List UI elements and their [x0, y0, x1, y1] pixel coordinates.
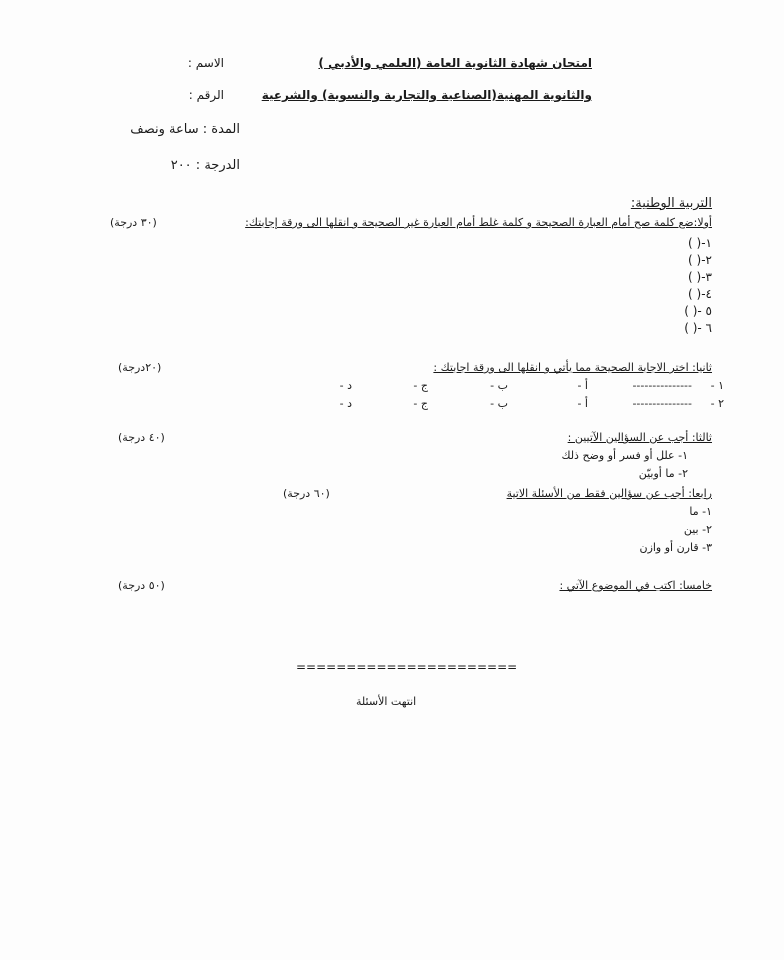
q1-item-5: ٥ -( ) — [684, 304, 712, 318]
q4-text: رابعا: أجب عن سؤالين فقط من الأسئلة الاتية — [506, 487, 712, 500]
q1-item-4: ٤-( ) — [688, 287, 712, 301]
grade-text: الدرجة : ٢٠٠ — [170, 158, 240, 173]
q3-marks: (٤٠ درجة) — [118, 431, 165, 444]
q1-item-2: ٢-( ) — [688, 253, 712, 267]
q1-item-1: ١-( ) — [688, 236, 712, 250]
q2-row1-num: ١ - — [710, 379, 724, 392]
q1-marks: (٣٠ درجة) — [110, 216, 157, 229]
q5-marks: (٥٠ درجة) — [118, 579, 165, 592]
q1-item-6: ٦ -( ) — [684, 321, 712, 335]
q4-item-1: ١- ما — [689, 505, 712, 518]
q2-row1-c: ج - — [413, 379, 428, 392]
q3-item-2: ٢- ما أوبيّن — [638, 467, 688, 480]
q1-text: أولا:ضع كلمة صح أمام العبارة الصحيحة و كلمة غلط أمام العبارة غير الصحيحة و انقلها الى ورقة إجابتك: — [245, 216, 712, 229]
q2-row2-num: ٢ - — [710, 397, 724, 410]
q2-row1-d: د - — [339, 379, 352, 392]
q2-row1-blank: --------------- — [632, 379, 692, 392]
q2-row2-c: ج - — [413, 397, 428, 410]
name-label: الاسم : — [187, 56, 224, 70]
exam-title-line1: امتحان شهادة الثانوية العامة (العلمي والأدبي ) — [318, 56, 592, 70]
subject-title: التربية الوطنية: — [630, 196, 712, 211]
q1-item-3: ٣-( ) — [688, 270, 712, 284]
q2-row1-b: ب - — [490, 379, 508, 392]
footer-separator: ====================== — [296, 660, 518, 674]
q2-row2-blank: --------------- — [632, 397, 692, 410]
q2-marks: (٢٠درجة) — [118, 361, 162, 374]
q4-item-2: ٢- بين — [683, 523, 712, 536]
q2-row2-a: أ - — [577, 397, 588, 410]
exam-title-line2: والثانوية المهنية(الصناعية والتجارية والنسوية) والشرعية — [261, 88, 592, 102]
q2-text: ثانيا: اختر الاجابة الصحيحة مما يأتي و انقلها الى ورقة اجابتك : — [433, 361, 712, 374]
q2-row1-a: أ - — [577, 379, 588, 392]
q4-item-3: ٣- قارن أو وازن — [639, 541, 712, 554]
q3-item-1: ١- علل أو فسر أو وضح ذلك — [561, 449, 688, 462]
q5-text: خامسا: اكتب في الموضوع الآتي : — [559, 579, 712, 592]
q3-text: ثالثا: أجب عن السؤالين الآتيين : — [567, 431, 712, 444]
end-of-questions-text: انتهت الأسئلة — [356, 695, 417, 708]
q2-row2-b: ب - — [490, 397, 508, 410]
q4-marks: (٦٠ درجة) — [283, 487, 330, 500]
number-label: الرقم : — [188, 88, 224, 102]
duration-text: المدة : ساعة ونصف — [130, 122, 240, 137]
q2-row2-d: د - — [339, 397, 352, 410]
